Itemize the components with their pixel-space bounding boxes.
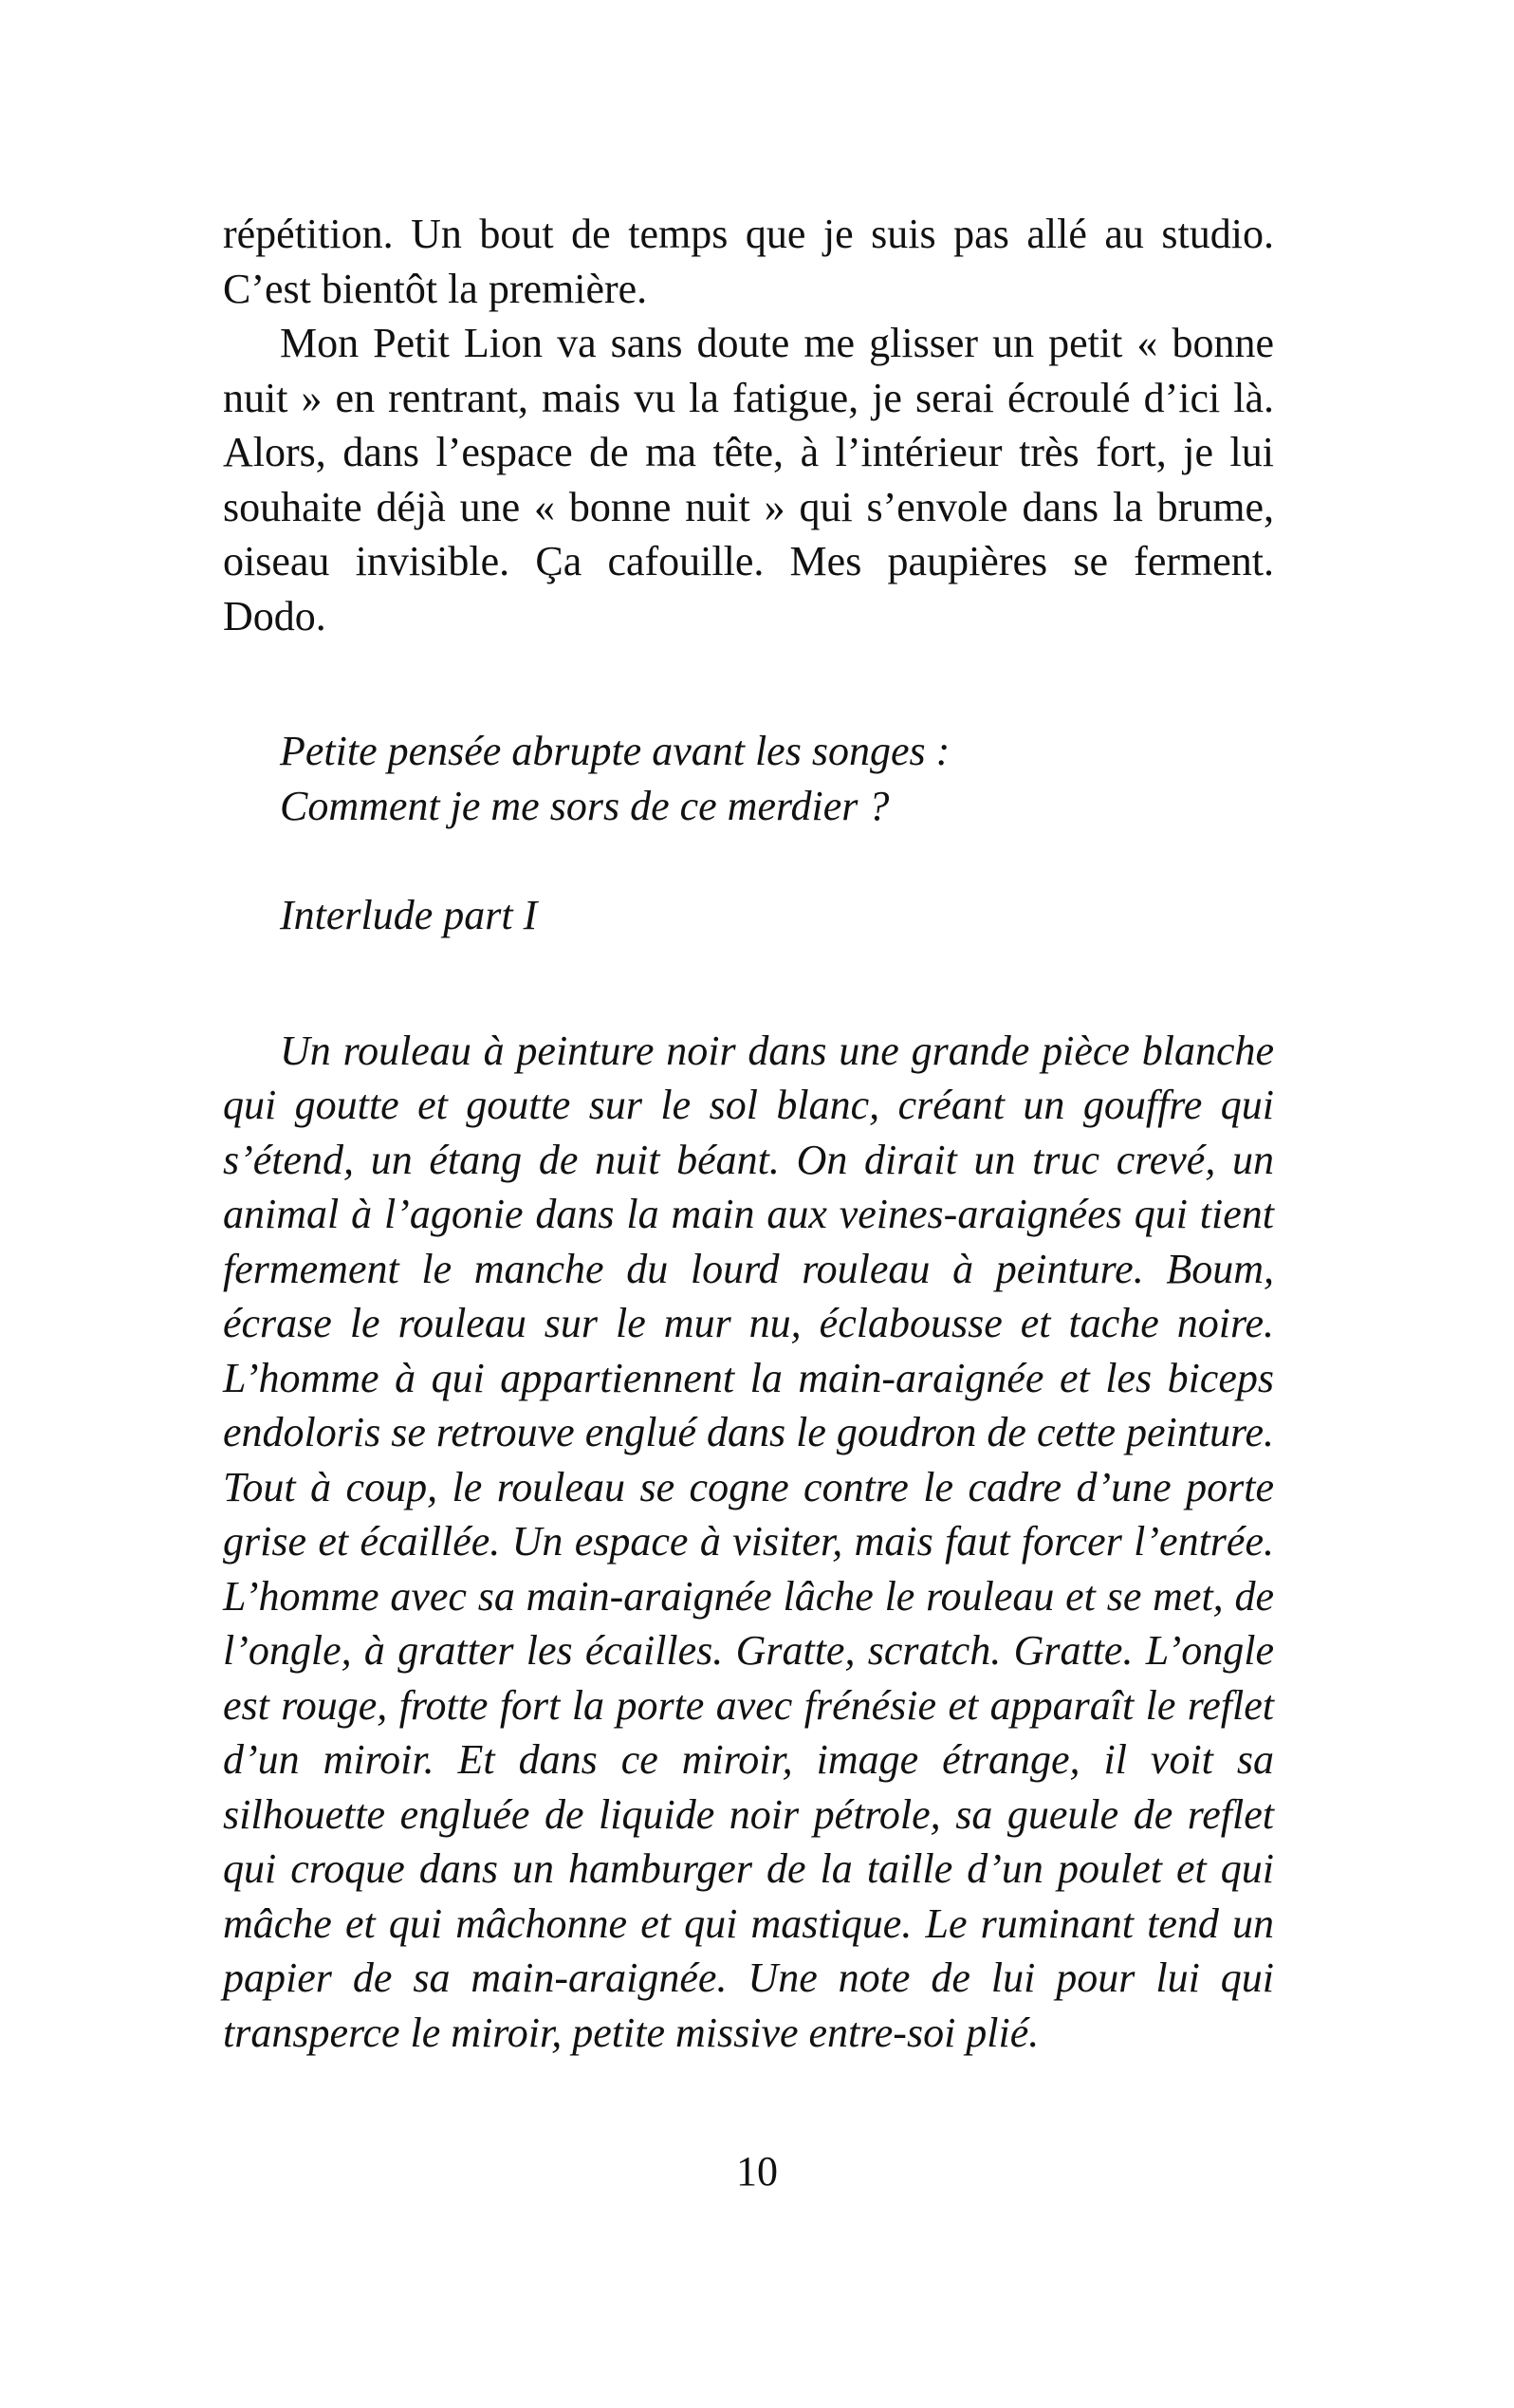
- thought-line-2: Comment je me sors de ce merdier ?: [280, 782, 890, 829]
- page-number: 10: [736, 2148, 778, 2195]
- thought-line-1: Petite pensée abrupte avant les songes :: [280, 728, 951, 774]
- interlude-paragraph: Un rouleau à peinture noir dans une grande pièce blanche qui goutte et goutte sur le sol blanc, créant un gouffre qui s’étend, un étang de nuit béant. On dirait un truc crevé, un animal à l’agonie dans la main aux veines-araignées qui tient fermement le manche du lourd rouleau à peinture. Boum, écrase le rouleau sur le mur nu, éclabousse et tache noire. L’homme à qui appartiennent la main-araignée et les biceps endoloris se retrouve englué dans le goudron de cette peinture. Tout à coup, le rouleau se cogne contre le cadre d’une porte grise et écaillée. Un espace à visiter, mais faut forcer l’entrée. L’homme avec sa main-araignée lâche le rouleau et se met, de l’ongle, à gratter les écailles. Gratte, scratch. Gratte. L’ongle est rouge, frotte fort la porte avec frénésie et apparaît le reflet d’un miroir. Et dans ce miroir, image étrange, il voit sa silhouette engluée de liquide noir pétrole, sa gueule de reflet qui croque dans un hamburger de la taille d’un poulet et qui mâche et qui mâchonne et qui mastique. Le ruminant tend un papier de sa main-araignée. Une note de lui pour lui qui transperce le miroir, petite missive entre-soi plié.: [223, 1027, 1274, 2056]
- thought-block: [223, 724, 1274, 833]
- page-body: [223, 207, 1274, 2060]
- paragraph-petit-lion: Mon Petit Lion va sans doute me glisser un petit « bonne nuit » en rentrant, mais vu la fatigue, je serai écroulé d’ici là. Alors, dans l’espace de ma tête, à l’intérieur très fort, je lui souhaite déjà une « bonne nuit » qui s’envole dans la brume, oiseau invisible. Ça cafouille. Mes paupières se ferment. Dodo.: [223, 320, 1274, 639]
- paragraph-continuation: répétition. Un bout de temps que je suis pas allé au studio. C’est bientôt la première.: [223, 211, 1274, 312]
- interlude-title: Interlude part I: [280, 892, 538, 938]
